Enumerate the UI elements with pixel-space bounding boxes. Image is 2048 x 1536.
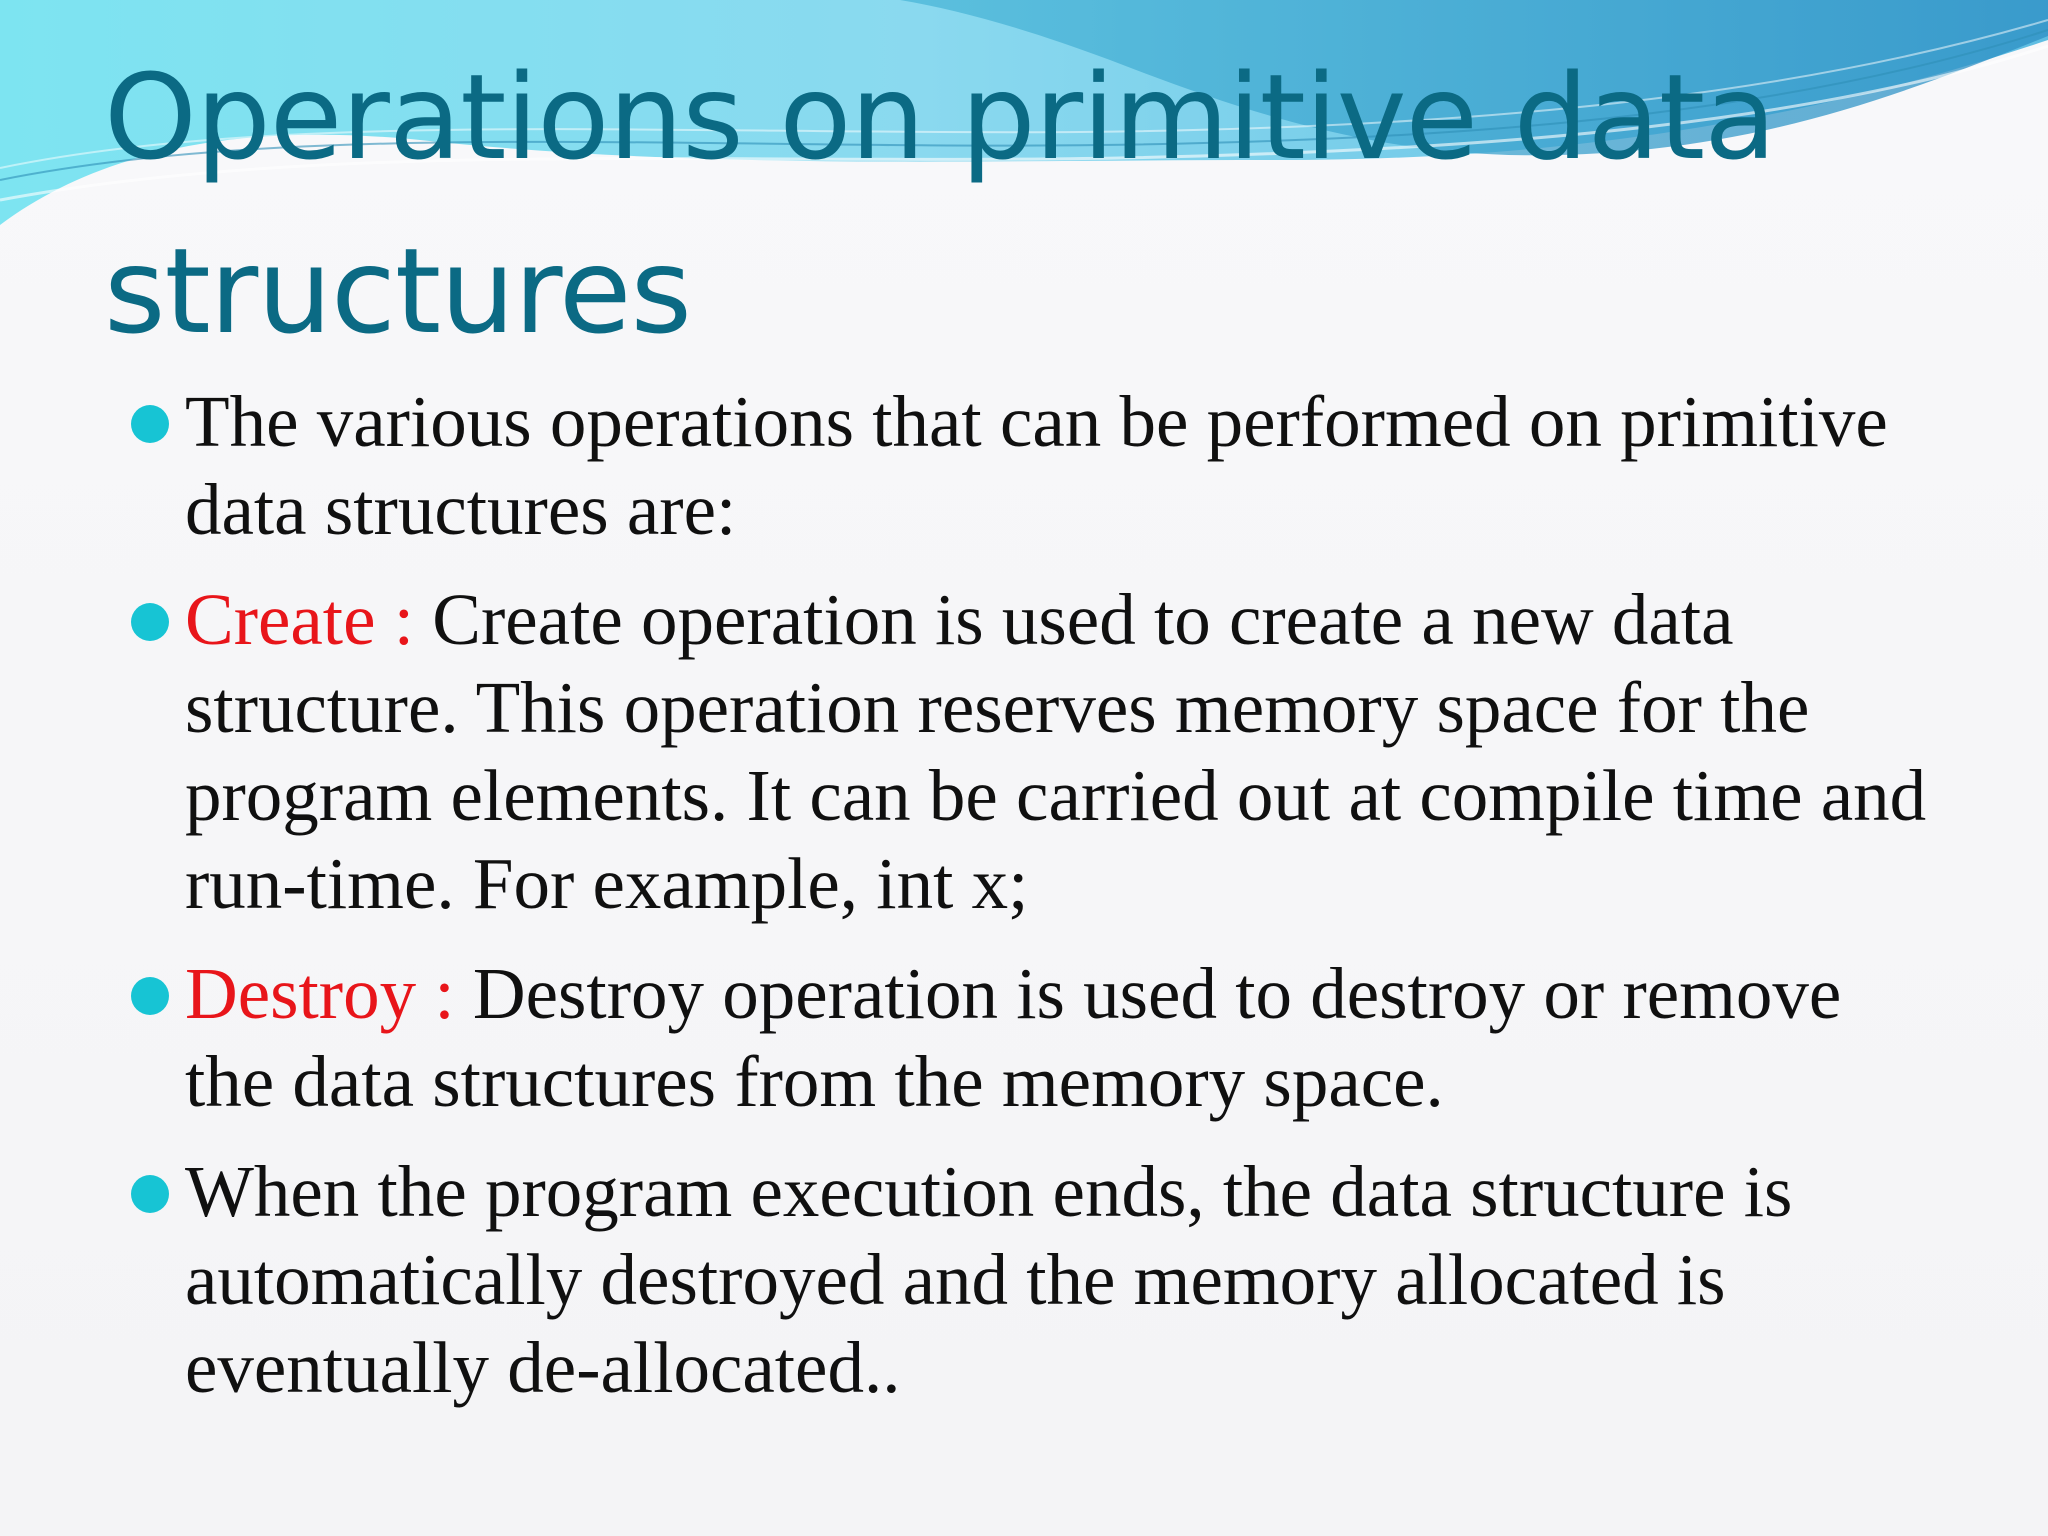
bullet-term-create: Create : [185,579,415,660]
bullet-text: The various operations that can be performed on primitive data structures are: [185,381,1888,550]
slide-title: Operations on primitive data structures [104,48,1776,360]
bullet-term-destroy: Destroy : [185,953,455,1034]
bullet-dot-icon [131,977,169,1015]
bullet-text: Create operation is used to create a new data structure. This operation reserves memory space for the program elements. It can be carried out at compile time and run-time. For example, int x; [185,579,1927,924]
bullet-item-intro [128,378,1948,554]
bullet-dot-icon [131,1175,169,1213]
bullet-text: When the program execution ends, the data structure is automatically destroyed and the memory allocated is eventually de-allocated.. [185,1151,1793,1408]
bullet-item-destroy [128,950,1948,1126]
bullet-item-program-end [128,1148,1948,1412]
bullet-dot-icon [131,405,169,443]
bullet-list [128,378,1948,1434]
bullet-item-create [128,576,1948,928]
bullet-text: Destroy operation is used to destroy or remove the data structures from the memory space. [185,953,1842,1122]
bullet-dot-icon [131,603,169,641]
